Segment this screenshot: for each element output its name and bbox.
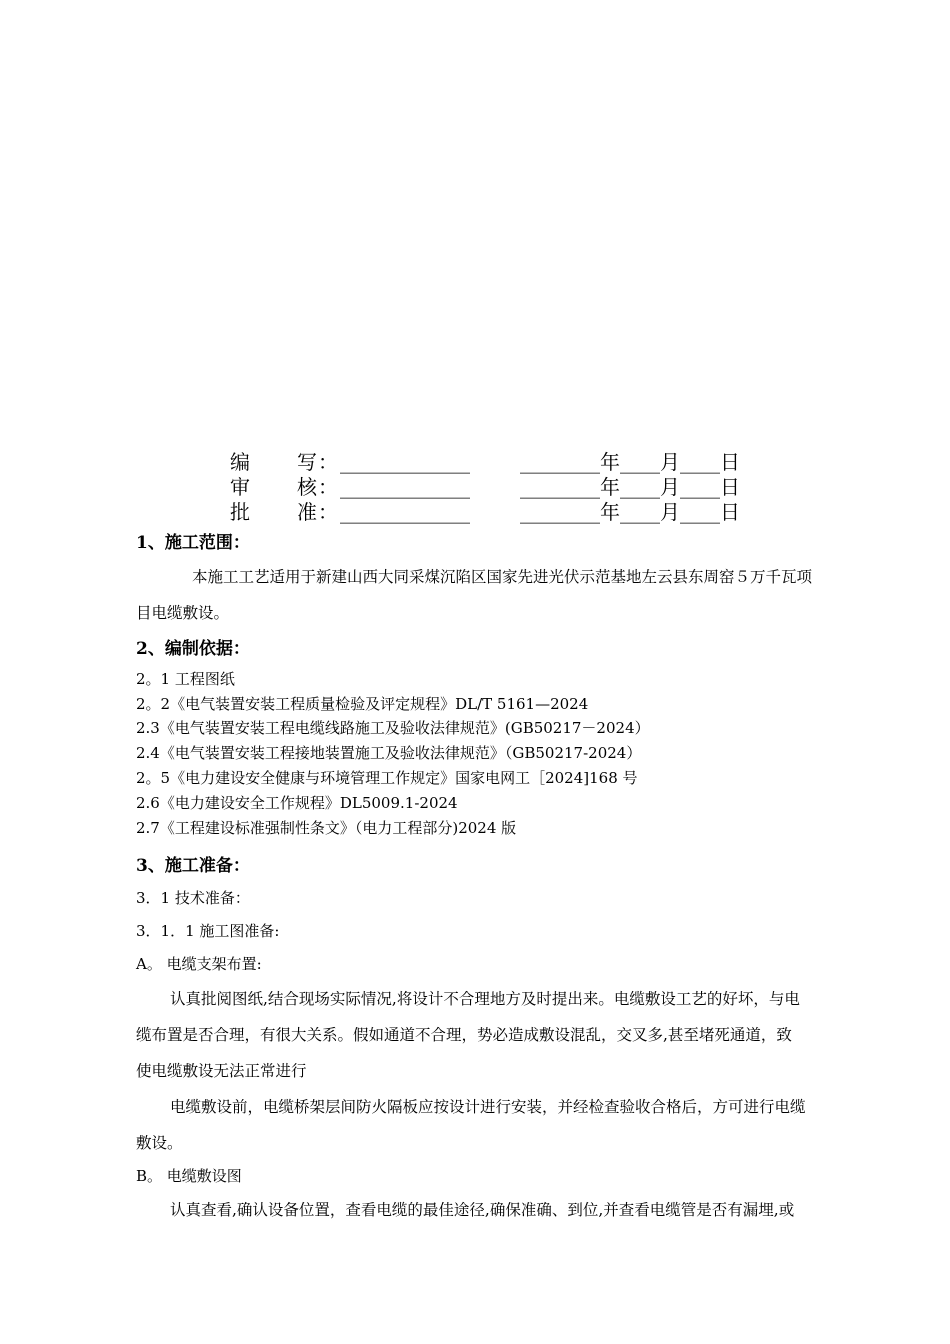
- reference-item: 2.7《工程建设标准强制性条文》（电力工程部分)2024 版: [136, 819, 517, 837]
- subheading: A。 电缆支架布置:: [136, 955, 262, 973]
- signoff-label: 批: [230, 500, 250, 524]
- subheading: 3．1 技术准备：: [136, 889, 250, 907]
- section-heading: 1、施工范围：: [136, 533, 250, 553]
- subheading: B。 电缆敷设图: [136, 1167, 242, 1185]
- reference-item: 2。5《电力建设安全健康与环境管理工作规定》国家电网工［2024]168 号: [136, 769, 638, 787]
- signoff-date: ________年____月____日: [520, 450, 740, 474]
- signoff-label: 写: [297, 450, 317, 474]
- paragraph: 认真批阅图纸,结合现场实际情况,将设计不合理地方及时提出来。电缆敷设工艺的好坏，与电: [170, 990, 800, 1008]
- reference-item: 2。1 工程图纸: [136, 670, 235, 688]
- signoff-label: 准: [297, 500, 317, 524]
- reference-item: 2.4《电气装置安装工程接地装置施工及验收法律规范》（GB50217-2024）: [136, 744, 642, 762]
- section-heading: 2、编制依据：: [136, 639, 250, 659]
- signoff-label: 核: [297, 475, 317, 499]
- signature-line: _____________: [340, 500, 470, 524]
- reference-item: 2.3《电气装置安装工程电缆线路施工及验收法律规范》(GB50217－2024）: [136, 719, 650, 737]
- reference-item: 2。2《电气装置安装工程质量检验及评定规程》DL/T 5161—2024: [136, 695, 589, 713]
- signoff-colon: ：: [318, 500, 338, 524]
- paragraph: 认真查看,确认设备位置，查看电缆的最佳途径,确保准确、到位,并查看电缆管是否有漏埋,或: [170, 1201, 795, 1219]
- signoff-date: ________年____月____日: [520, 500, 740, 524]
- section-heading: 3、施工准备：: [136, 856, 250, 876]
- paragraph: 敷设。: [136, 1134, 183, 1152]
- subheading: 3．1．1 施工图准备:: [136, 922, 280, 940]
- signoff-date: ________年____月____日: [520, 475, 740, 499]
- paragraph: 缆布置是否合理，有很大关系。假如通道不合理，势必造成敷设混乱，交叉多,甚至堵死通道，致: [136, 1026, 792, 1044]
- paragraph: 使电缆敷设无法正常进行: [136, 1062, 307, 1080]
- paragraph: 本施工工艺适用于新建山西大同采煤沉陷区国家先进光伏示范基地左云县东周窑５万千瓦项: [192, 568, 813, 586]
- signoff-label: 审: [230, 475, 250, 499]
- signature-line: _____________: [340, 450, 470, 474]
- signoff-colon: ：: [318, 475, 338, 499]
- paragraph: 目电缆敷设。: [136, 604, 230, 622]
- signoff-colon: ：: [318, 450, 338, 474]
- reference-item: 2.6《电力建设安全工作规程》DL5009.1-2024: [136, 794, 458, 812]
- signoff-label: 编: [230, 450, 250, 474]
- paragraph: 电缆敷设前，电缆桥架层间防火隔板应按设计进行安装，并经检查验收合格后，方可进行电缆: [170, 1098, 806, 1116]
- signature-line: _____________: [340, 475, 470, 499]
